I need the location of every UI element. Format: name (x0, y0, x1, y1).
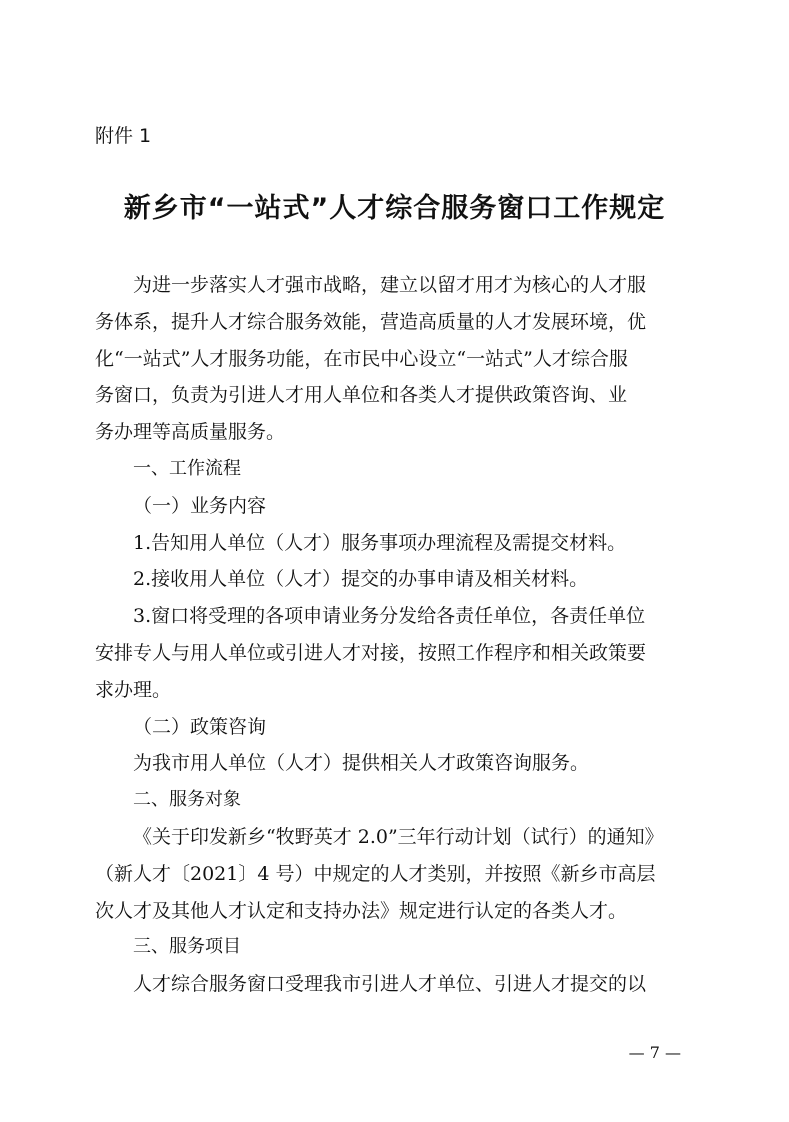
section-2-line: （新人才〔2021〕4 号）中规定的人才类别，并按照《新乡市高层 (95, 862, 656, 885)
intro-line: 为进一步落实人才强市战略，建立以留才用才为核心的人才服 (133, 274, 647, 296)
section-3-heading: 三、服务项目 (133, 936, 241, 958)
list-item-continued: 求办理。 (95, 678, 172, 701)
section-2 (95, 782, 695, 929)
section-3 (95, 929, 695, 1003)
document-body (95, 267, 695, 1003)
list-item: 1.告知用人单位（人才）服务事项办理流程及需提交材料。 (133, 531, 627, 554)
intro-line: 务窗口，负责为引进人才用人单位和各类人才提供政策咨询、业 (95, 384, 628, 407)
document-title: 新乡市“一站式”人才综合服务窗口工作规定 (123, 193, 666, 224)
intro-line: 务体系，提升人才综合服务效能，营造高质量的人才发展环境，优 (95, 310, 647, 333)
subsection-2-text: 为我市用人单位（人才）提供相关人才政策咨询服务。 (133, 752, 590, 775)
intro-paragraph (95, 267, 695, 451)
intro-line: 务办理等高质量服务。 (95, 421, 286, 444)
section-2-line: 《关于印发新乡“牧野英才 2.0”三年行动计划（试行）的通知》 (133, 825, 664, 848)
attachment-label: 附件 1 (95, 125, 152, 147)
section-2-line: 次人才及其他人才认定和支持办法》规定进行认定的各类人才。 (95, 899, 628, 922)
list-item-continued: 安排专人与用人单位或引进人才对接，按照工作程序和相关政策要 (95, 641, 647, 664)
section-3-line: 人才综合服务窗口受理我市引进人才单位、引进人才提交的以 (133, 973, 647, 996)
subsection-2-heading: （二）政策咨询 (133, 715, 267, 738)
section-2-heading: 二、服务对象 (133, 789, 241, 811)
section-1 (95, 451, 695, 782)
list-item: 3.窗口将受理的各项申请业务分发给各责任单位，各责任单位 (133, 605, 646, 628)
list-item: 2.接收用人单位（人才）提交的办事申请及相关材料。 (133, 568, 589, 591)
intro-line: 化“一站式”人才服务功能，在市民中心设立“一站式”人才综合服 (95, 347, 628, 370)
section-1-heading: 一、工作流程 (133, 457, 241, 479)
subsection-1-heading: （一）业务内容 (133, 494, 267, 517)
page-number: — 7 — (628, 1043, 681, 1062)
